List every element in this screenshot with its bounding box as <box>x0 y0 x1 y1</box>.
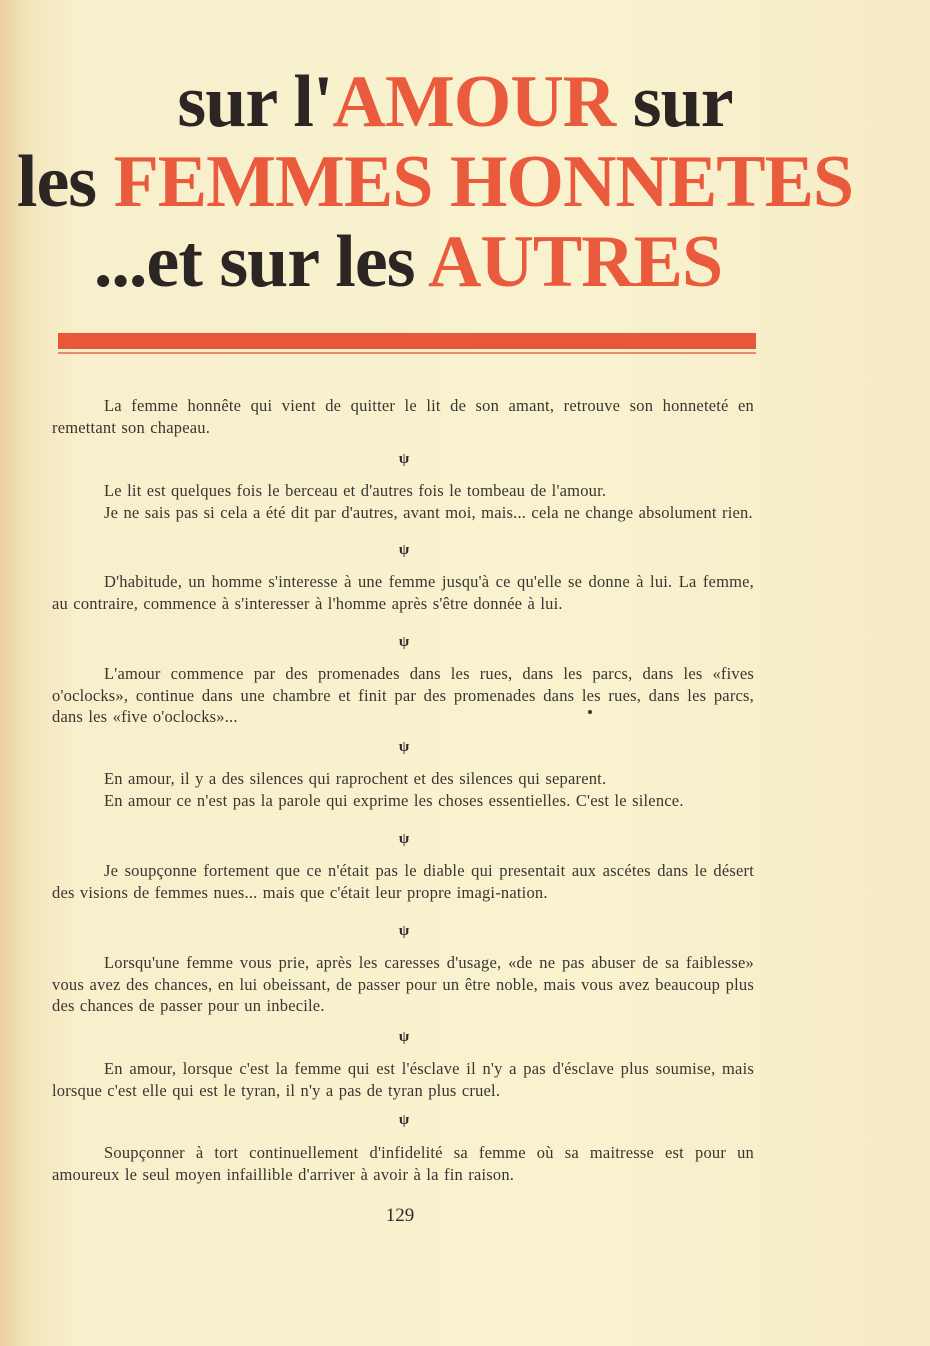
fleuron-separator-icon: ψ <box>398 739 410 755</box>
paragraph <box>52 1142 754 1185</box>
paragraph <box>52 480 754 523</box>
paragraph <box>52 571 754 614</box>
fleuron-separator-icon: ψ <box>398 542 410 558</box>
paragraph <box>52 952 754 1017</box>
title-line-3 <box>0 222 873 302</box>
fleuron-separator-icon: ψ <box>398 923 410 939</box>
ink-speck <box>588 710 592 714</box>
paragraph-text: La femme honnête qui vient de quitter le lit de son amant, retrouve son honneteté en remettant son chapeau. <box>52 396 754 437</box>
title-line-2 <box>0 142 900 222</box>
fleuron-separator-icon: ψ <box>398 831 410 847</box>
paragraph <box>52 663 754 728</box>
paragraph <box>52 395 754 438</box>
paragraph-text: En amour ce n'est pas la parole qui exprime les choses essentielles. C'est le silence. <box>104 790 684 810</box>
paragraph-text: Soupçonner à tort continuellement d'infidelité sa femme où sa maitresse est pour un amoureux le seul moyen infaillible d'arriver à avoir à la fin raison. <box>52 1143 754 1184</box>
fleuron-separator-icon: ψ <box>398 1029 410 1045</box>
paragraph-text: Le lit est quelques fois le berceau et d'autres fois le tombeau de l'amour. <box>104 481 607 500</box>
title-text: les <box>16 141 114 223</box>
title-rule-thin <box>58 352 756 354</box>
page-number: 129 <box>385 1205 415 1226</box>
paragraph-text: Je soupçonne fortement que ce n'était pas le diable qui presentait aux ascétes dans le désert des visions de femmes nues... mais que c'était leur propre imagi-nation. <box>52 861 754 902</box>
paragraph-text: En amour, il y a des silences qui raprochent et des silences qui separent. <box>104 769 607 788</box>
title-rule <box>58 333 756 349</box>
title-text: sur <box>615 61 733 143</box>
title-accent: FEMMES HONNETES <box>113 141 854 223</box>
fleuron-separator-icon: ψ <box>398 634 410 650</box>
paragraph-text: L'amour commence par des promenades dans les rues, dans les parcs, dans les «fives o'oclocks», continue dans une chambre et finit par des promenades dans les rues, dans les parcs, dans les «five o'oclocks»... <box>52 664 754 726</box>
paragraph <box>52 768 754 811</box>
title-text: ...et sur les <box>93 221 428 303</box>
fleuron-separator-icon: ψ <box>398 451 410 467</box>
title-accent: AUTRES <box>427 221 723 303</box>
title-accent: AMOUR <box>332 61 616 143</box>
title-text: sur l' <box>177 61 333 143</box>
paragraph <box>52 860 754 903</box>
fleuron-separator-icon: ψ <box>398 1112 410 1128</box>
paragraph-text: Je ne sais pas si cela a été dit par d'autres, avant moi, mais... cela ne change absolument rien. <box>104 502 753 522</box>
paragraph-text: En amour, lorsque c'est la femme qui est l'ésclave il n'y a pas d'ésclave plus soumise, mais lorsque c'est elle qui est le tyran, il n'y a pas de tyran plus cruel. <box>52 1059 754 1100</box>
paragraph-text: D'habitude, un homme s'interesse à une femme jusqu'à ce qu'elle se donne à lui. La femme, au contraire, commence à s'interesser à l'homme après s'être donnée à lui. <box>52 572 754 613</box>
title-line-1 <box>0 62 920 142</box>
paragraph <box>52 1058 754 1101</box>
paragraph-text: Lorsqu'une femme vous prie, après les caresses d'usage, «de ne pas abuser de sa faiblesse» vous avez des chances, en lui obeissant, de passer pour un être noble, mais vous avez beaucoup plus des chances de passer pour un inbecile. <box>52 953 754 1015</box>
